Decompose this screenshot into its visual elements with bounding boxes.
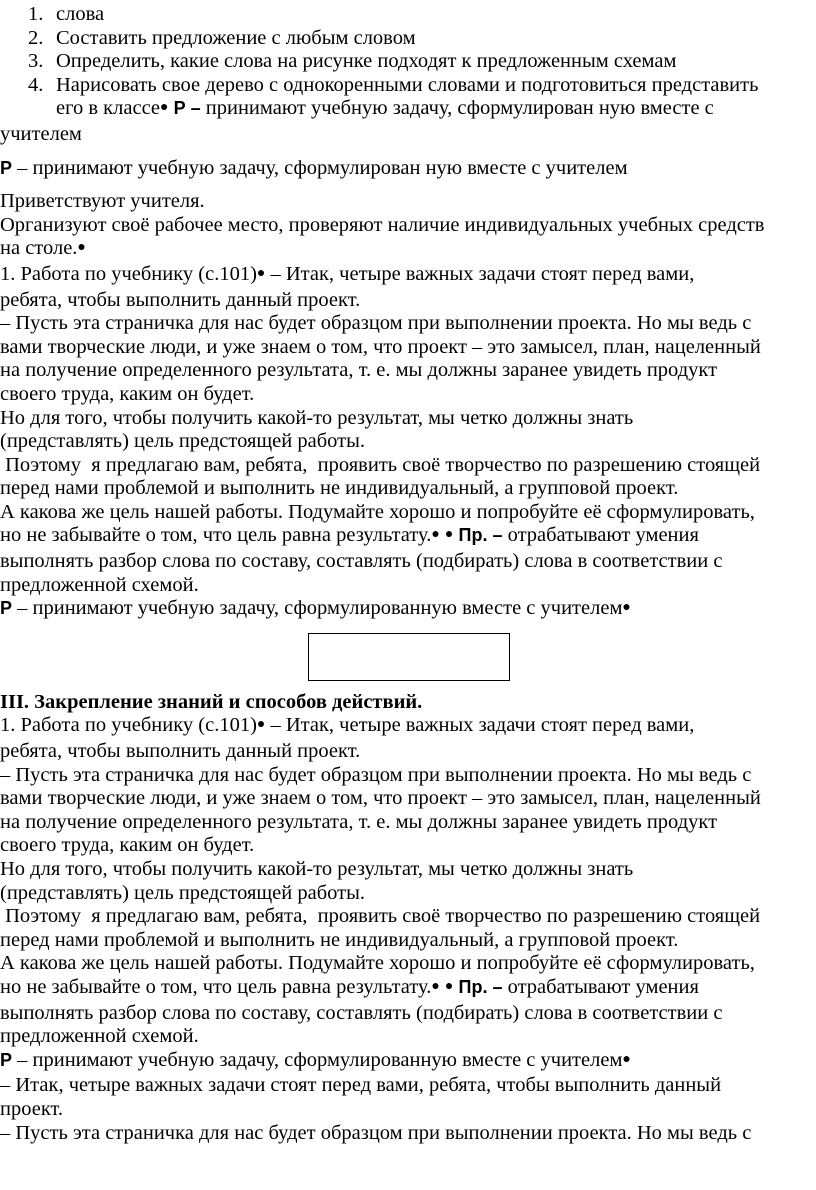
paragraph-text: но не забывайте о том, что цель равна результату.: [0, 524, 432, 547]
paragraph: перед нами проблемой и выполнить не индивидуальный, а групповой проект.: [0, 477, 679, 500]
paragraph: [0, 263, 816, 289]
paragraph-text: – Итак, четыре важных задачи стоят перед вами,: [265, 262, 695, 285]
paragraph: ребята, чтобы выполнить данный проект.: [0, 740, 361, 763]
bullet-icon: ●: [444, 978, 454, 994]
list-text: Нарисовать свое дерево с однокоренными словами и подготовиться представить: [56, 73, 759, 96]
regulative-label: Р: [0, 157, 13, 178]
empty-frame: [308, 633, 510, 681]
paragraph-text: – принимают учебную задачу, сформулированную вместе с учителем: [12, 597, 623, 620]
paragraph: своего труда, каким он будет.: [0, 382, 255, 405]
section-heading: III. Закрепление знаний и способов действий.: [0, 690, 423, 713]
paragraph: (представлять) цель предстоящей работы.: [0, 881, 365, 904]
list-number: 1.: [28, 3, 44, 25]
paragraph: Организуют своё рабочее место, проверяют наличие индивидуальных учебных средств: [0, 213, 765, 236]
paragraph: учителем: [0, 122, 82, 145]
paragraph: – Пусть эта страничка для нас будет образцом при выполнении проекта. Но мы ведь с: [0, 1121, 752, 1144]
bullet-icon: ●: [431, 527, 440, 543]
bullet-icon: ●: [256, 265, 266, 281]
paragraph-text: отрабатывают умения: [502, 975, 699, 998]
paragraph-text: – Итак, четыре важных задачи стоят перед вами,: [265, 714, 695, 737]
paragraph: – Пусть эта страничка для нас будет образцом при выполнении проекта. Но мы ведь с: [0, 763, 752, 786]
list-item: [0, 27, 816, 51]
bullet-icon: ●: [256, 717, 266, 733]
paragraph: [0, 237, 816, 263]
paragraph: [0, 157, 816, 181]
paragraph: Но для того, чтобы получить какой-то результат, мы четко должны знать: [0, 858, 634, 880]
paragraph: [0, 1049, 816, 1075]
subject-label: Пр. –: [458, 525, 503, 546]
paragraph-text: – принимают учебную задачу, сформулирован ную вместе с учителем: [12, 156, 628, 179]
paragraph: выполнять разбор слова по составу, составлять (подбирать) слова в соответствии с: [0, 550, 723, 573]
list-text-continuation: [56, 97, 816, 123]
paragraph: предложенной схемой.: [0, 1025, 199, 1048]
bullet-icon: ●: [622, 1051, 631, 1067]
paragraph: Но для того, чтобы получить какой-то результат, мы четко должны знать: [0, 406, 634, 429]
paragraph: Поэтому я предлагаю вам, ребята, проявить своё творчество по разрешению стоящей: [0, 905, 761, 928]
paragraph-text: отрабатывают умения: [502, 524, 699, 547]
bullet-icon: ●: [444, 527, 454, 543]
list-text: слова: [56, 3, 105, 25]
paragraph: А какова же цель нашей работы. Подумайте хорошо и попробуйте её сформулировать,: [0, 952, 755, 975]
paragraph: [0, 597, 816, 623]
paragraph: [0, 524, 816, 550]
paragraph: выполнять разбор слова по составу, составлять (подбирать) слова в соответствии с: [0, 1001, 723, 1024]
paragraph: [0, 714, 816, 740]
bullet-icon: ●: [622, 600, 631, 616]
list-item: [0, 50, 816, 74]
bullet-icon: ●: [77, 240, 86, 256]
paragraph: на получение определенного результата, т. е. мы должны заранее увидеть продукт: [0, 810, 718, 833]
list-text: его в классе: [56, 97, 161, 120]
paragraph-text: на столе.: [0, 237, 78, 260]
list-number: 3.: [28, 50, 44, 73]
list-number: 2.: [28, 26, 44, 49]
list-item: [0, 74, 816, 123]
paragraph: [0, 976, 816, 1002]
paragraph-text: 1. Работа по учебнику (с.101): [0, 262, 257, 285]
paragraph: ребята, чтобы выполнить данный проект.: [0, 288, 361, 311]
numbered-list: [0, 0, 816, 147]
list-item: [0, 3, 816, 27]
list-number: 4.: [28, 73, 44, 96]
paragraph: вами творческие люди, и уже знаем о том, что проект – это замысел, план, нацеленный: [0, 335, 761, 358]
paragraph: А какова же цель нашей работы. Подумайте хорошо и попробуйте её сформулировать,: [0, 500, 755, 523]
paragraph-text: – принимают учебную задачу, сформулированную вместе с учителем: [12, 1048, 623, 1071]
subject-label: Пр. –: [458, 976, 503, 997]
paragraph: предложенной схемой.: [0, 573, 199, 596]
list-text: Определить, какие слова на рисунке подходят к предложенным схемам: [56, 50, 677, 73]
paragraph: перед нами проблемой и выполнить не индивидуальный, а групповой проект.: [0, 928, 679, 951]
bullet-icon: ●: [160, 100, 169, 116]
paragraph: Приветствуют учителя.: [0, 190, 205, 213]
bullet-icon: ●: [431, 978, 440, 994]
regulative-label: Р: [0, 1049, 13, 1070]
regulative-label: Р –: [173, 98, 201, 119]
list-text: Составить предложение с любым словом: [56, 26, 416, 49]
paragraph: – Пусть эта страничка для нас будет образцом при выполнении проекта. Но мы ведь с: [0, 312, 752, 335]
paragraph: – Итак, четыре важных задачи стоят перед вами, ребята, чтобы выполнить данный: [0, 1074, 722, 1097]
list-text: принимают учебную задачу, сформулирован ную вместе с: [200, 97, 714, 120]
paragraph: Поэтому я предлагаю вам, ребята, проявить своё творчество по разрешению стоящей: [0, 453, 761, 476]
paragraph: (представлять) цель предстоящей работы.: [0, 430, 365, 453]
paragraph-text: 1. Работа по учебнику (с.101): [0, 714, 257, 737]
regulative-label: Р: [0, 598, 13, 619]
paragraph: своего труда, каким он будет.: [0, 834, 255, 857]
paragraph: вами творческие люди, и уже знаем о том, что проект – это замысел, план, нацеленный: [0, 787, 761, 810]
paragraph-text: но не забывайте о том, что цель равна результату.: [0, 975, 432, 998]
paragraph: на получение определенного результата, т. е. мы должны заранее увидеть продукт: [0, 359, 718, 382]
paragraph: проект.: [0, 1097, 64, 1120]
